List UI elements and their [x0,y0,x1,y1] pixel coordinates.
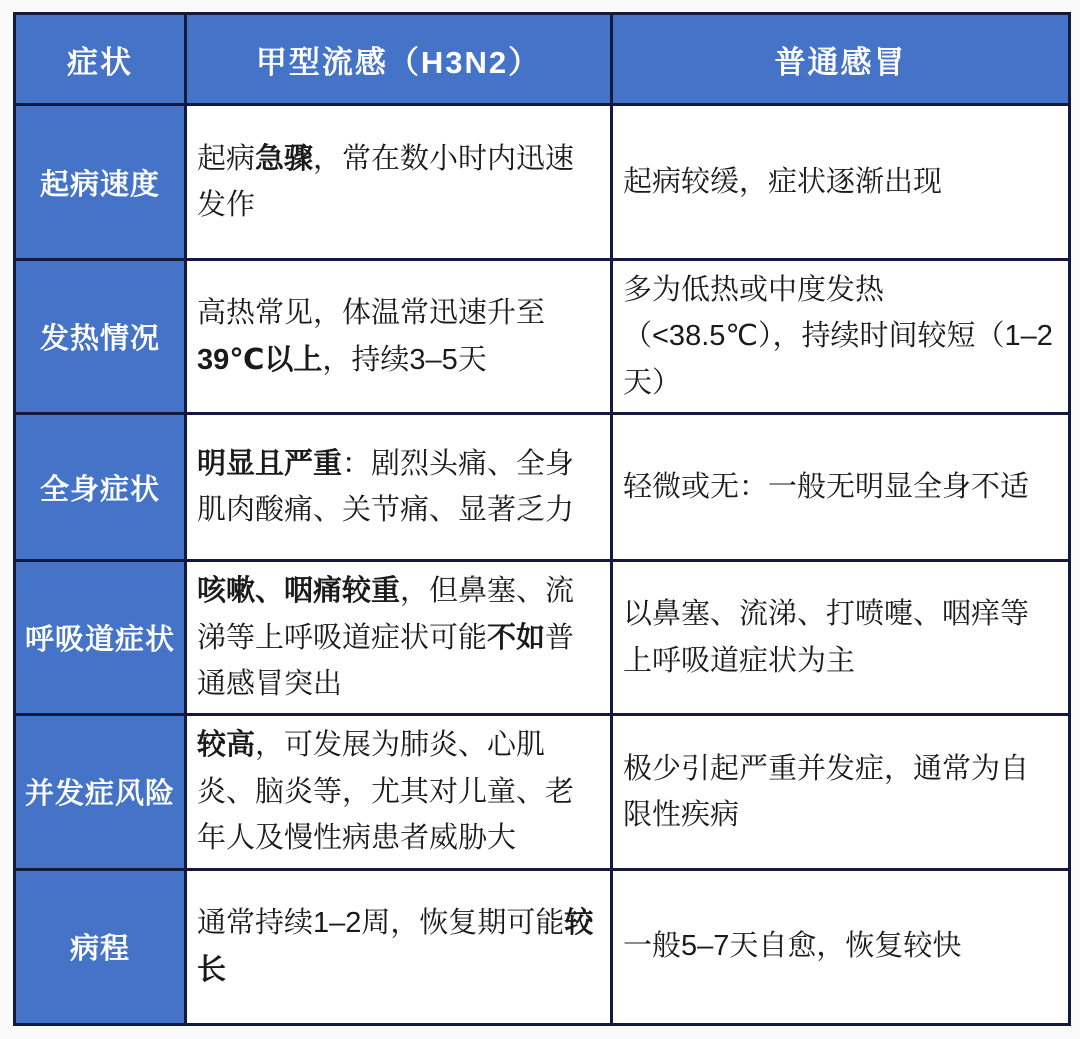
text-segment: 以鼻塞、流涕、打喷嚏、咽痒等上呼吸道症状为主 [623,598,1030,677]
bold-text-segment: 急骤 [255,142,314,175]
flu-cell [186,561,612,715]
table-row [15,260,1070,414]
header-common-cold: 普通感冒 [612,14,1070,105]
table-header [15,14,1070,105]
row-label: 发热情况 [15,260,186,414]
table-row [15,869,1070,1024]
table-row [15,414,1070,561]
table-row [15,561,1070,715]
header-row [15,14,1070,105]
text-segment: ，持续3–5天 [322,343,487,376]
header-flu-h3n2: 甲型流感（H3N2） [186,14,612,105]
text-segment: 起病 [197,142,256,175]
flu-vs-cold-table [13,12,1071,1026]
cold-cell [612,869,1070,1024]
flu-cell [186,869,612,1024]
table-row [15,715,1070,869]
text-segment: 高热常见，体温常迅速升至 [197,297,546,330]
flu-cell [186,715,612,869]
row-label: 全身症状 [15,414,186,561]
bold-text-segment: 较高 [197,729,256,762]
bold-text-segment: 不如 [487,621,546,654]
text-segment: 普通感冒突出 [197,621,575,700]
cold-cell [612,260,1070,414]
flu-cell [186,105,612,260]
row-label: 病程 [15,869,186,1024]
table-body [15,105,1070,1025]
bold-text-segment: 咳嗽、咽痛较重 [197,575,401,608]
text-segment: ，常在数小时内迅速发作 [197,142,575,221]
text-segment: 通常持续1–2周，恢复期可能 [197,907,565,940]
bold-text-segment: 39℃以上 [197,343,323,376]
row-label: 起病速度 [15,105,186,260]
row-label: 呼吸道症状 [15,561,186,715]
text-segment: 多为低热或中度发热（<38.5℃），持续时间较短（1–2天） [623,274,1053,399]
cold-cell [612,105,1070,260]
cold-cell [612,414,1070,561]
table-row [15,105,1070,260]
bold-text-segment: 较长 [197,907,594,986]
flu-cell [186,414,612,561]
header-symptom: 症状 [15,14,186,105]
text-segment: 轻微或无：一般无明显全身不适 [623,470,1030,503]
text-segment: 极少引起严重并发症，通常为自限性疾病 [623,752,1030,831]
cold-cell [612,561,1070,715]
text-segment: ，可发展为肺炎、心肌炎、脑炎等，尤其对儿童、老年人及慢性病患者威胁大 [197,729,575,855]
text-segment: ：剧烈头痛、全身肌肉酸痛、关节痛、显著乏力 [197,447,575,527]
flu-cell [186,260,612,414]
text-segment: ，但鼻塞、流涕等上呼吸道症状可能 [197,575,575,654]
row-label: 并发症风险 [15,715,186,869]
text-segment: 一般5–7天自愈，恢复较快 [623,930,962,963]
bold-text-segment: 明显且严重 [197,447,343,480]
text-segment: 起病较缓，症状逐渐出现 [623,165,943,198]
cold-cell [612,715,1070,869]
